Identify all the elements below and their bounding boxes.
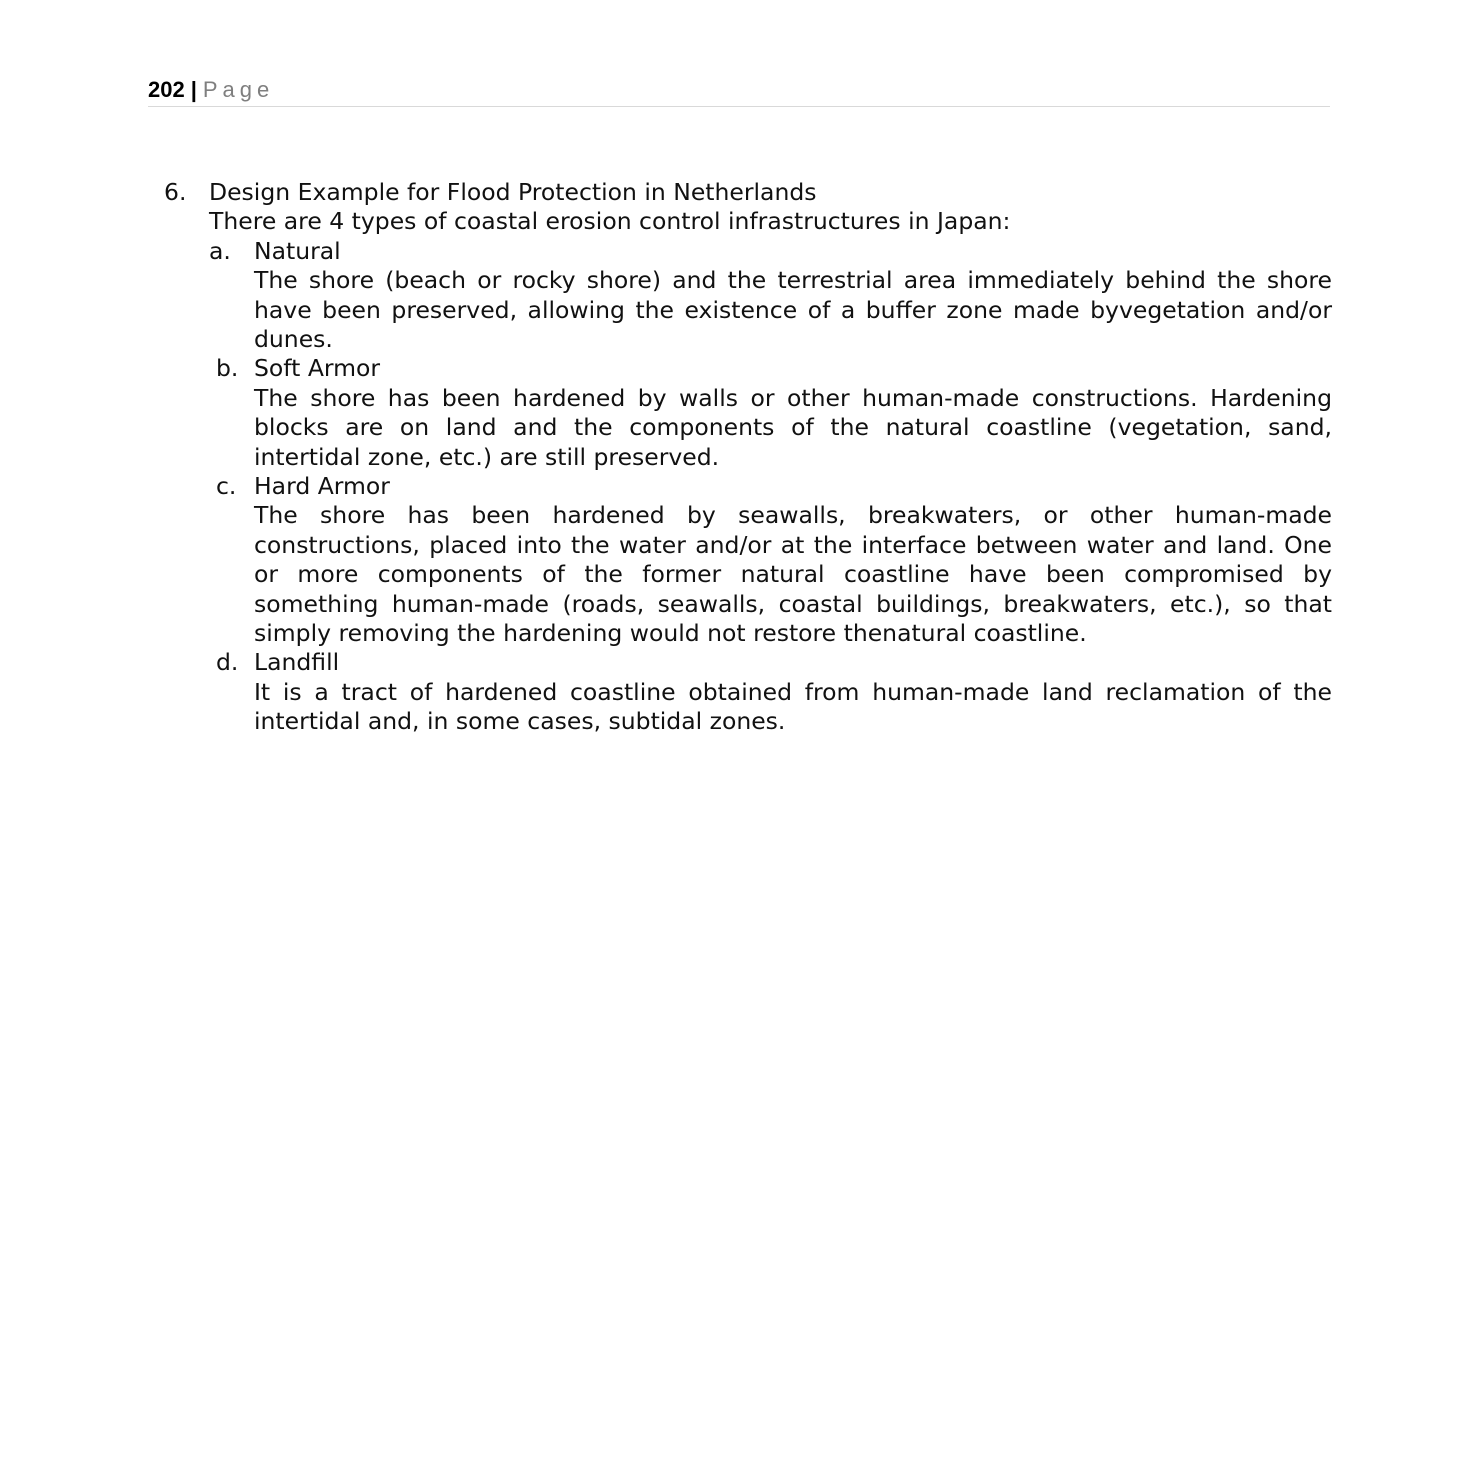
item-letter: b.: [216, 354, 239, 383]
item-description: It is a tract of hardened coastline obtained from human-made land reclamation of the intertidal and, in some cases, subtidal zones.: [254, 677, 1332, 736]
list-item-hard-armor: [0, 472, 1477, 648]
section-heading: [0, 178, 1477, 207]
page-label: Page: [202, 77, 275, 102]
item-title: Soft Armor: [254, 354, 381, 383]
item-description: The shore (beach or rocky shore) and the terrestrial area immediately behind the shore have been preserved, allowing the existence of a buffer zone made byvegetation and/or dunes.: [254, 266, 1332, 353]
item-description: The shore has been hardened by seawalls, breakwaters, or other human-made constructions, placed into the water and/or at the interface between water and land. One or more components of the former natural coastline have been compromised by something human-made (roads, seawalls, coastal buildings, breakwaters, etc.), so that simply removing the hardening would not restore thenatural coastline.: [254, 501, 1332, 648]
item-letter: a.: [209, 236, 231, 265]
header-separator: |: [190, 77, 197, 102]
item-letter: d.: [216, 648, 239, 677]
list-item-landfill: [0, 648, 1477, 736]
list-item-natural: [0, 237, 1477, 355]
item-title: Natural: [254, 236, 341, 265]
list-item-soft-armor: [0, 354, 1477, 472]
item-letter: c.: [216, 472, 237, 501]
item-description: The shore has been hardened by walls or other human-made constructions. Hardening blocks are on land and the components of the natural coastline (vegetation, sand, intertidal zone, etc.) are still preserved.: [254, 383, 1332, 471]
page-number: 202: [148, 77, 185, 102]
item-title: Landfill: [254, 648, 340, 677]
document-body: [0, 178, 1477, 737]
page-header: [148, 74, 1330, 107]
section-intro: There are 4 types of coastal erosion control infrastructures in Japan:: [209, 207, 1011, 236]
section-title: Design Example for Flood Protection in Netherlands: [209, 178, 817, 206]
item-title: Hard Armor: [254, 472, 390, 501]
section-number: 6.: [164, 178, 187, 206]
